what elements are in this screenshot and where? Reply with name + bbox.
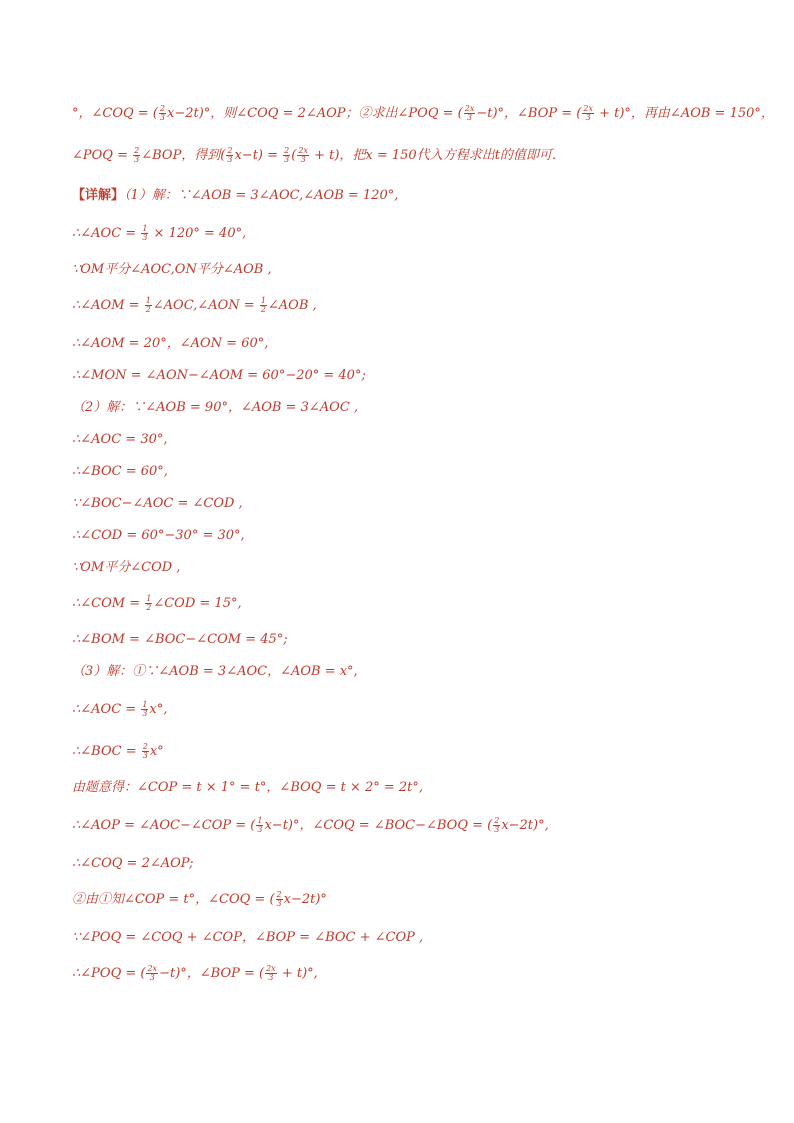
fraction: $\frac{1}{2}$	[145, 296, 151, 314]
solution-line	[72, 334, 268, 354]
solution-line	[72, 662, 358, 682]
math-text: 由题意得：∠COP = t × 1° = t°，∠BOQ = t × 2° = 2t°,	[72, 780, 424, 795]
fraction: $\frac{1}{3}$	[142, 700, 148, 718]
math-text: + t)°,	[277, 966, 318, 981]
fraction: $\frac{2x}{3}$	[147, 964, 158, 982]
math-text: ∴∠BOC = 60°,	[72, 464, 168, 479]
math-text: ∵OM平分∠AOC,ON平分∠AOB ,	[72, 262, 272, 277]
fraction: $\frac{2}{3}$	[142, 742, 148, 760]
math-text: （2）解：∵∠AOB = 90°，∠AOB = 3∠AOC ,	[72, 400, 359, 415]
detail-tag: 【详解】	[72, 188, 125, 203]
math-text: ∠BOP，得到(	[141, 148, 226, 163]
fraction: $\frac{2x}{3}$	[266, 964, 276, 982]
math-text: ∵OM平分∠COD ,	[72, 560, 181, 575]
fraction: $\frac{1}{2}$	[260, 296, 266, 314]
solution-line	[72, 104, 774, 124]
math-text: ∴∠MON = ∠AON−∠AOM = 60°−20° = 40°;	[72, 368, 366, 383]
math-text: x°,	[149, 702, 168, 717]
math-text: ∴∠POQ = (	[72, 966, 146, 981]
math-text: x−t)°，∠COQ = ∠BOC−∠BOQ = (	[264, 818, 493, 833]
solution-line	[72, 526, 245, 546]
math-text: ∴∠AOC = 30°,	[72, 432, 168, 447]
solution-line	[72, 430, 168, 450]
solution-line	[72, 296, 317, 316]
solution-line	[72, 816, 549, 836]
solution-line	[72, 558, 180, 578]
fraction: $\frac{2x}{3}$	[583, 104, 593, 122]
math-text: ∵∠POQ = ∠COQ + ∠COP，∠BOP = ∠BOC + ∠COP ,	[72, 930, 424, 945]
math-text: x−2t)°,	[501, 818, 549, 833]
math-text: ∴∠COQ = 2∠AOP;	[72, 856, 194, 871]
solution-line	[72, 224, 246, 244]
fraction: $\frac{1}{3}$	[142, 224, 148, 242]
math-text: （1）解：∵∠AOB = 3∠AOC,∠AOB = 120°,	[124, 188, 399, 203]
math-text: ∴∠AOC =	[72, 226, 141, 241]
fraction: $\frac{1}{3}$	[257, 816, 263, 834]
math-text: −t)°，∠BOP = (	[476, 106, 582, 121]
math-text: ∴∠BOC =	[72, 744, 141, 759]
solution-line	[72, 594, 242, 614]
math-text: ∠COD = 15°,	[153, 596, 242, 611]
solution-line	[72, 146, 565, 166]
fraction: $\frac{2}{3}$	[227, 146, 233, 164]
fraction: $\frac{2}{3}$	[494, 816, 500, 834]
solution-line	[72, 854, 193, 874]
solution-line	[72, 778, 423, 798]
math-text: ∠AOC,∠AON =	[152, 298, 259, 313]
math-text: x−2t)°，则∠COQ = 2∠AOP；②求出∠POQ = (	[166, 106, 463, 121]
math-text: (	[291, 148, 297, 163]
math-text: （3）解：①∵∠AOB = 3∠AOC，∠AOB = x°,	[72, 664, 358, 679]
math-text: + t)，把x = 150代入方程求出t的值即可．	[309, 148, 565, 163]
math-text: ∴∠AOM = 20°，∠AON = 60°,	[72, 336, 269, 351]
solution-line	[72, 700, 167, 720]
math-text: °，∠COQ = (	[72, 106, 158, 121]
math-text: ∴∠BOM = ∠BOC−∠COM = 45°;	[72, 632, 288, 647]
math-text: + t)°，再由∠AOB = 150°，	[594, 106, 774, 121]
math-text: ∴∠AOM =	[72, 298, 144, 313]
math-text: ∴∠COM =	[72, 596, 145, 611]
math-text: ∴∠AOC =	[72, 702, 141, 717]
solution-line	[72, 630, 288, 650]
solution-line	[72, 260, 272, 280]
fraction: $\frac{2}{3}$	[134, 146, 140, 164]
math-text: ②由①知∠COP = t°，∠COQ = (	[72, 892, 275, 907]
solution-line	[72, 928, 423, 948]
fraction: $\frac{2}{3}$	[284, 146, 290, 164]
solution-line	[72, 742, 164, 762]
solution-line	[72, 366, 366, 386]
math-text: −t)°，∠BOP = (	[159, 966, 265, 981]
fraction: $\frac{2}{3}$	[159, 104, 165, 122]
fraction: $\frac{2x}{3}$	[464, 104, 475, 122]
math-text: ∴∠COD = 60°−30° = 30°,	[72, 528, 245, 543]
math-text: ∠POQ =	[72, 148, 133, 163]
solution-line	[72, 462, 168, 482]
math-text: x°	[149, 744, 164, 759]
math-text: × 120° = 40°,	[149, 226, 247, 241]
solution-line	[72, 186, 398, 206]
math-text: ∴∠AOP = ∠AOC−∠COP = (	[72, 818, 256, 833]
math-text: x−t) =	[234, 148, 283, 163]
solution-line	[72, 964, 318, 984]
solution-line	[72, 398, 358, 418]
math-text: ∠AOB ,	[267, 298, 317, 313]
math-text: ∵∠BOC−∠AOC = ∠COD ,	[72, 496, 243, 511]
solution-line	[72, 890, 327, 910]
solution-line	[72, 494, 243, 514]
math-text: x−2t)°	[283, 892, 327, 907]
fraction: $\frac{2x}{3}$	[298, 146, 308, 164]
fraction: $\frac{2}{3}$	[276, 890, 282, 908]
fraction: $\frac{1}{2}$	[146, 594, 152, 612]
